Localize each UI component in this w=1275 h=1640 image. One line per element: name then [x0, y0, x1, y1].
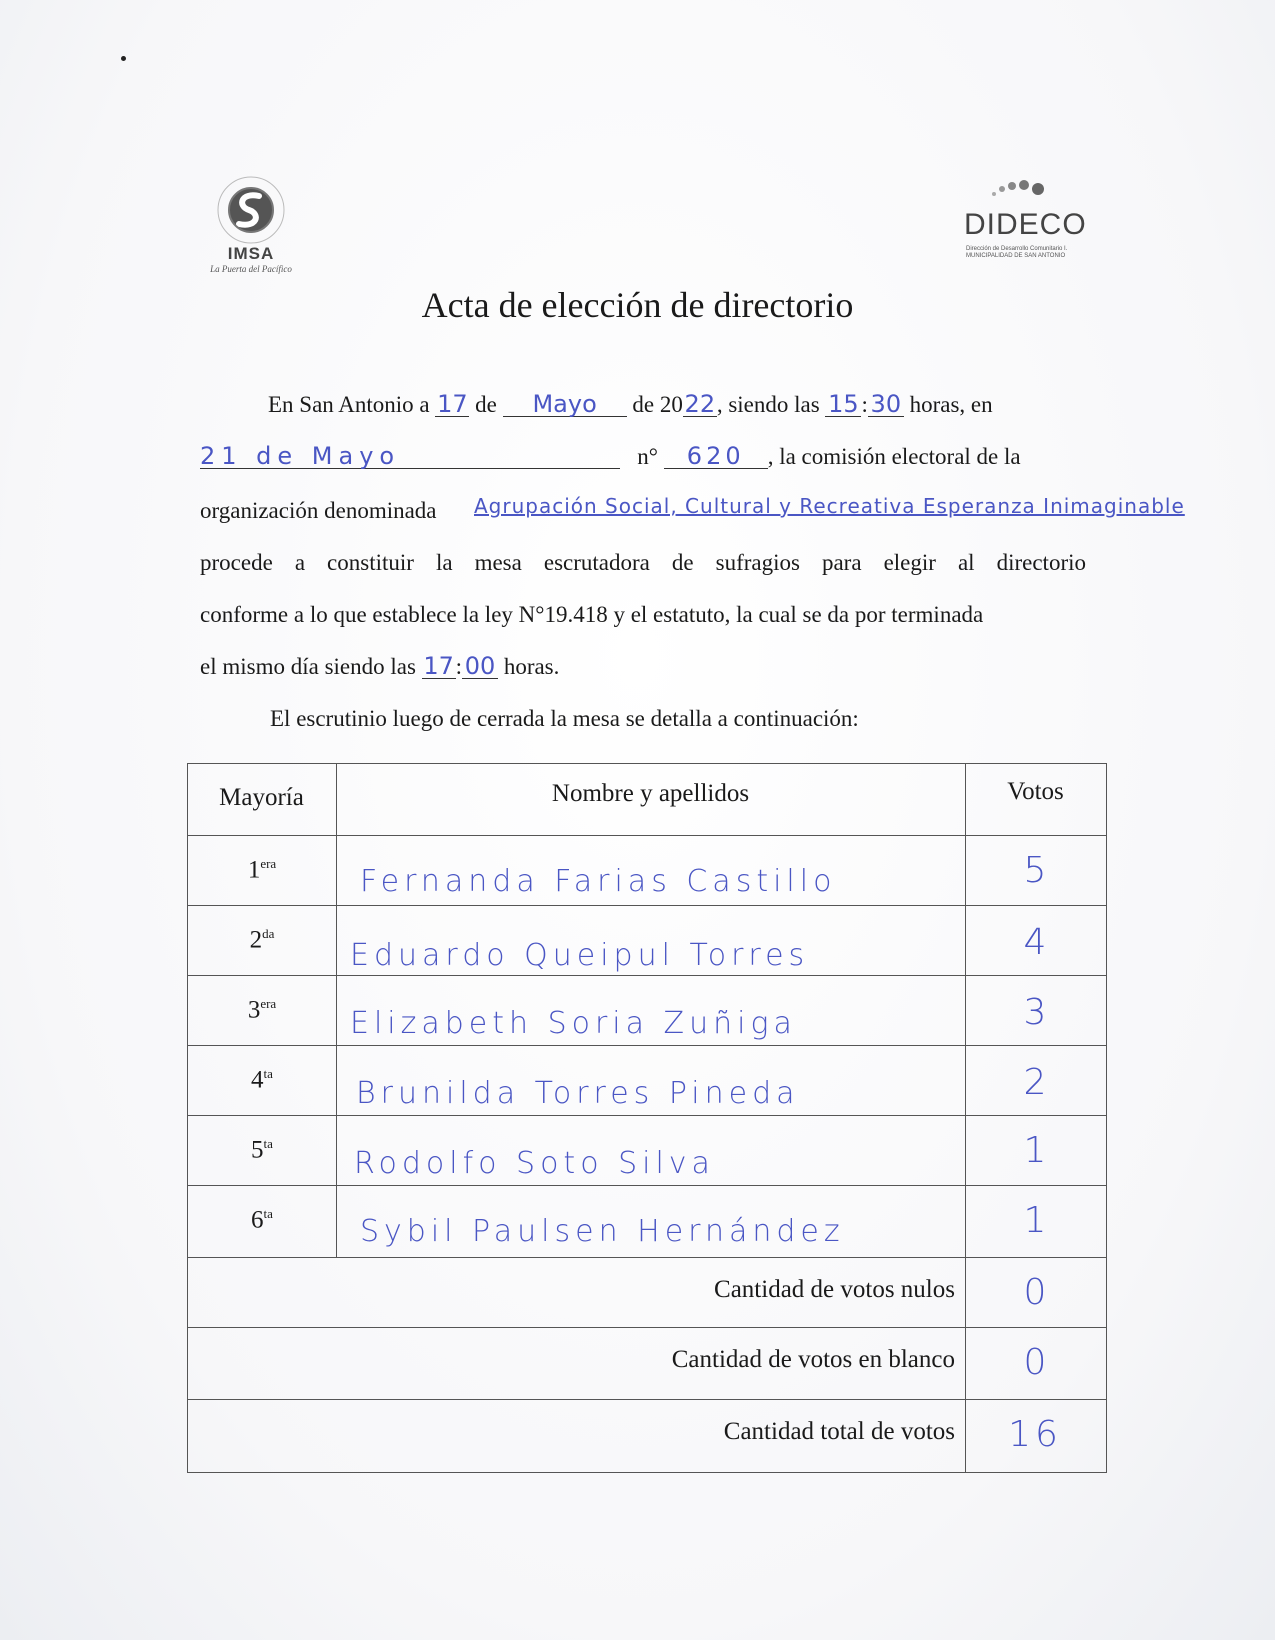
paragraph-line-3 [200, 498, 437, 524]
paragraph-line-4: procede a constituir la mesa escrutadora de sufragios para elegir al directorio [200, 550, 1086, 575]
paragraph-line-6: el mismo día siendo las 17: 00 horas. [200, 652, 560, 680]
header-rank: Mayoría [219, 784, 304, 811]
table-rule [187, 1185, 1107, 1186]
candidate-votes: 1 [1023, 1130, 1047, 1171]
text-fragment: de [475, 392, 497, 417]
summary-label: Cantidad total de votos [723, 1418, 955, 1445]
text-fragment: , la comisión electoral de la [767, 444, 1021, 469]
summary-label: Cantidad de votos en blanco [671, 1346, 955, 1373]
imsa-logo [196, 170, 306, 278]
summary-value: 0 [1023, 1342, 1047, 1383]
table-rule [1106, 763, 1107, 1472]
text-fragment: : [861, 392, 868, 417]
start-hour-field: 15 [825, 392, 861, 417]
candidate-votes: 2 [1023, 1062, 1047, 1103]
imsa-wordmark: IMSA [227, 244, 275, 263]
text-fragment: horas, en [909, 392, 993, 417]
header-votes: Votos [1007, 778, 1064, 805]
candidate-votes: 1 [1023, 1200, 1047, 1241]
table-rule [187, 1399, 1107, 1400]
table-rule [187, 1327, 1107, 1328]
start-minute-field: 30 [868, 392, 904, 417]
year-field: 22 [684, 390, 716, 418]
imsa-tagline: La Puerta del Pacífico [210, 264, 292, 274]
table-rule [965, 763, 966, 1472]
header-name: Nombre y apellidos [551, 780, 750, 807]
end-minute-field: 00 [462, 654, 498, 679]
text-fragment: el mismo día siendo las [200, 654, 416, 679]
paragraph-line-5: conforme a lo que establece la ley N°19.418 y el estatuto, la cual se da por terminada [200, 602, 984, 627]
rank-suffix: ta [263, 1206, 273, 1221]
rank-cell [187, 1066, 337, 1094]
text-fragment: organización denominada [200, 498, 437, 523]
summary-value: 16 [1008, 1414, 1062, 1455]
rank-suffix: ta [263, 1136, 273, 1151]
table-rule [187, 1115, 1107, 1116]
rank-suffix: era [260, 996, 277, 1011]
text-fragment: horas. [503, 654, 560, 679]
rank-suffix: era [260, 856, 277, 871]
rank-cell [187, 926, 337, 954]
scan-speck [121, 56, 126, 61]
paragraph-line-7: El escrutinio luego de cerrada la mesa se detalla a continuación: [270, 706, 859, 731]
rank-cell [187, 1206, 337, 1234]
table-rule [187, 763, 1107, 764]
end-hour-field: 17 [423, 652, 454, 680]
candidate-name: Brunilda Torres Pineda [356, 1076, 800, 1111]
month-field: Mayo [503, 392, 627, 417]
rank-number: 2 [249, 926, 263, 954]
paragraph-line-1 [268, 392, 993, 418]
dideco-logo [958, 180, 1088, 260]
table-rule [187, 1472, 1107, 1473]
text-fragment: de 20 [632, 392, 683, 417]
rank-cell [187, 1136, 337, 1164]
dideco-subtitle: Dirección de Desarrollo Comunitario I. MUNICIPALIDAD DE SAN ANTONIO [966, 246, 1068, 259]
number-field: 620 [664, 444, 768, 469]
candidate-name: Sybil Paulsen Hernández [360, 1214, 845, 1249]
imsa-emblem-icon [211, 170, 291, 244]
candidate-name: Rodolfo Soto Silva [354, 1146, 715, 1181]
rank-number: 3 [247, 996, 261, 1024]
text-fragment: n° [637, 444, 658, 469]
document-title: Acta de elección de directorio [421, 285, 854, 325]
place-field: 21 de Mayo [200, 444, 620, 469]
rank-number: 5 [251, 1136, 264, 1164]
organization-field: Agrupación Social, Cultural y Recreativa Esperanza Inimaginable [474, 494, 1185, 518]
rank-cell [187, 996, 337, 1024]
candidate-votes: 5 [1023, 850, 1047, 891]
summary-label: Cantidad de votos nulos [714, 1276, 955, 1303]
candidate-votes: 4 [1023, 922, 1047, 963]
table-rule [187, 1045, 1107, 1046]
candidate-name: Fernanda Farias Castillo [360, 864, 837, 899]
day-field: 17 [437, 390, 468, 418]
rank-suffix: da [262, 926, 275, 941]
rank-number: 1 [247, 856, 261, 884]
summary-value: 0 [1023, 1272, 1047, 1313]
candidate-name: Eduardo Queipul Torres [350, 938, 810, 973]
dideco-dots-icon [990, 180, 1060, 204]
table-rule [187, 835, 1107, 836]
paragraph-line-2 [200, 444, 1021, 470]
rank-number: 6 [251, 1206, 264, 1234]
table-rule [187, 1257, 1107, 1258]
table-rule [187, 975, 1107, 976]
text-fragment: , siendo las [716, 392, 820, 417]
rank-number: 4 [251, 1066, 264, 1094]
candidate-name: Elizabeth Soria Zuñiga [350, 1006, 797, 1041]
text-fragment: En San Antonio a [268, 392, 430, 417]
rank-suffix: ta [263, 1066, 273, 1081]
rank-cell [187, 856, 337, 884]
table-rule [187, 905, 1107, 906]
candidate-votes: 3 [1023, 992, 1047, 1033]
dideco-wordmark: DIDECO [964, 208, 1087, 241]
